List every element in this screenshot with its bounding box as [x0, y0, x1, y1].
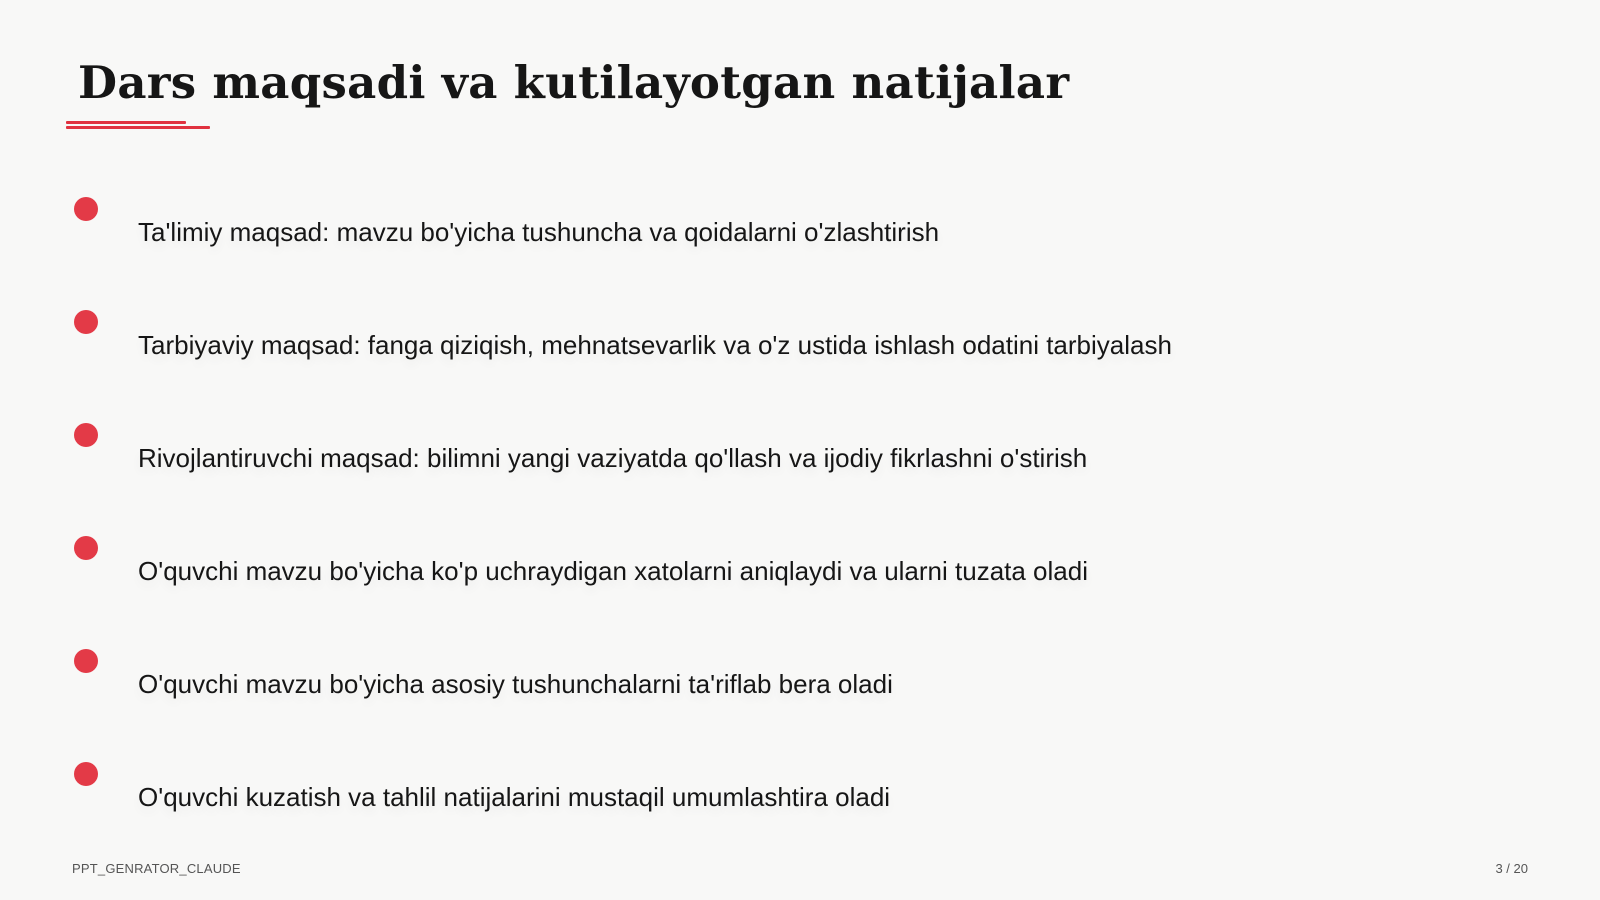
footer-brand: PPT_GENRATOR_CLAUDE: [72, 861, 241, 876]
bullet-text: Rivojlantiruvchi maqsad: bilimni yangi vaziyatda qo'llash va ijodiy fikrlashni o'stirish: [138, 443, 1088, 473]
bullet-text: O'quvchi kuzatish va tahlil natijalarini mustaqil umumlashtira oladi: [138, 782, 891, 812]
bullet-dot-icon: [74, 197, 98, 221]
bullet-dot-icon: [74, 310, 98, 334]
underline-stroke-bottom: [66, 126, 210, 129]
bullet-text: O'quvchi mavzu bo'yicha ko'p uchraydigan xatolarni aniqlaydi va ularni tuzata oladi: [138, 556, 1088, 586]
underline-stroke-top: [66, 121, 186, 124]
bullet-dot-icon: [74, 762, 98, 786]
bullet-text: O'quvchi mavzu bo'yicha asosiy tushunchalarni ta'riflab bera oladi: [138, 669, 893, 699]
slide-title: Dars maqsadi va kutilayotgan natijalar: [78, 56, 1070, 109]
title-underline: [66, 121, 210, 129]
bullet-text: Ta'limiy maqsad: mavzu bo'yicha tushuncha va qoidalarni o'zlashtirish: [138, 217, 940, 247]
bullet-item: [0, 649, 1400, 709]
bullet-item: [0, 197, 1400, 257]
bullet-item: [0, 423, 1400, 483]
bullet-dot-icon: [74, 649, 98, 673]
bullet-dot-icon: [74, 423, 98, 447]
bullet-item: [0, 310, 1400, 370]
page-indicator: 3 / 20: [1495, 861, 1528, 876]
bullet-text: Tarbiyaviy maqsad: fanga qiziqish, mehnatsevarlik va o'z ustida ishlash odatini tarbiyalash: [138, 330, 1172, 360]
bullet-item: [0, 536, 1400, 596]
bullet-item: [0, 762, 1400, 822]
bullet-dot-icon: [74, 536, 98, 560]
